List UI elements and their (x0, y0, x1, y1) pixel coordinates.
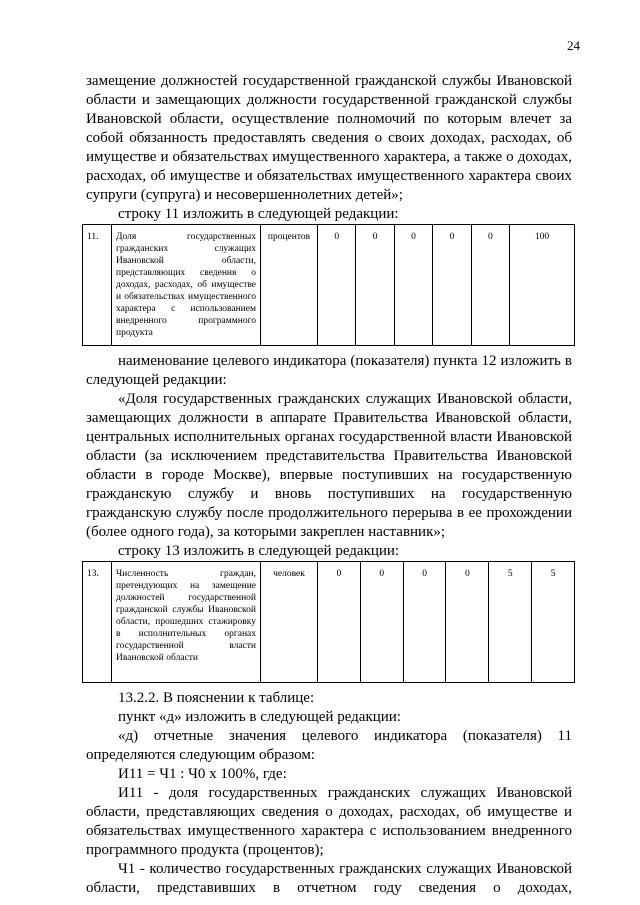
value-cell: 0 (356, 225, 394, 346)
formula-line: И11 = Ч1 : Ч0 х 100%, где: (118, 766, 287, 782)
table-row (83, 562, 575, 683)
value-cell: 100 (510, 225, 575, 346)
instruction-row-11: строку 11 изложить в следующей редакции: (118, 206, 399, 222)
definition-ch1: Ч1 - количество государственных гражданских служащих Ивановской области, представивших в отчетном году сведения о доходах, (86, 861, 572, 896)
indicator-table-row-13 (82, 561, 575, 683)
page-number: 24 (567, 38, 580, 53)
indicator-description: Численность граждан, претендующих на замещение должностей государственной гражданской службы Ивановской области, прошедших стажировку в исполнительных органах государственной власти Ивановской области (112, 562, 261, 683)
unit-cell: процентов (261, 225, 318, 346)
value-cell: 0 (433, 225, 471, 346)
row-number: 13. (83, 562, 112, 683)
value-cell: 0 (360, 562, 403, 683)
value-cell: 0 (446, 562, 489, 683)
value-cell: 0 (394, 225, 432, 346)
paragraph-item-d: «д) отчетные значения целевого индикатора (показателя) 11 определяются следующим образом: (86, 728, 572, 763)
value-cell: 0 (318, 225, 356, 346)
value-cell: 0 (471, 225, 509, 346)
instruction-item-d: пункт «д» изложить в следующей редакции: (118, 709, 401, 725)
instruction-row-13: строку 13 изложить в следующей редакции: (118, 543, 400, 559)
value-cell: 5 (532, 562, 575, 683)
definition-i11: И11 - доля государственных гражданских служащих Ивановской области, представляющих сведения о доходах, расходах, об имуществе и обязательствах имущественного характера с использованием внедренного программного продукта (процентов); (86, 785, 572, 858)
row-number: 11. (83, 225, 112, 346)
paragraph-indicator-12: наименование целевого индикатора (показателя) пункта 12 изложить в следующей редакции: (86, 353, 572, 388)
value-cell: 0 (403, 562, 446, 683)
paragraph-quote: «Доля государственных гражданских служащих Ивановской области, замещающих должности в аппарате Правительства Ивановской области, центральных исполнительных органах государственной власти Ивановской области (за исключением представительства Правительства Ивановской области в городе Москве), впервые поступивших на государственную гражданскую службу и вновь поступивших на государственную гражданскую службу после продолжительного перерыва в ее прохождении (более одного года), за которыми закреплен наставник»; (86, 391, 572, 540)
table-row (83, 225, 575, 346)
document-page (86, 72, 572, 898)
value-cell: 0 (318, 562, 361, 683)
paragraph-continuation: замещение должностей государственной гражданской службы Ивановской области и замещающих должности государственной гражданской службы Ивановской области, осуществление полномочий по которым влечет за собой обязанность предоставлять сведения о своих доходах, расходах, об имуществе и обязательствах имущественного характера, а также о доходах, расходах, об имуществе и обязательствах имущественного характера своих супруги (супруга) и несовершеннолетних детей»; (86, 73, 572, 203)
value-cell: 5 (489, 562, 532, 683)
section-13-2-2: 13.2.2. В пояснении к таблице: (118, 690, 315, 706)
indicator-table-row-11 (82, 224, 575, 346)
unit-cell: человек (261, 562, 318, 683)
indicator-description: Доля государственных гражданских служащих Ивановской области, представляющих сведения о доходах, расходах, об имуществе и обязательствах имущественного характера с использованием внедренного программного продукта (112, 225, 261, 346)
